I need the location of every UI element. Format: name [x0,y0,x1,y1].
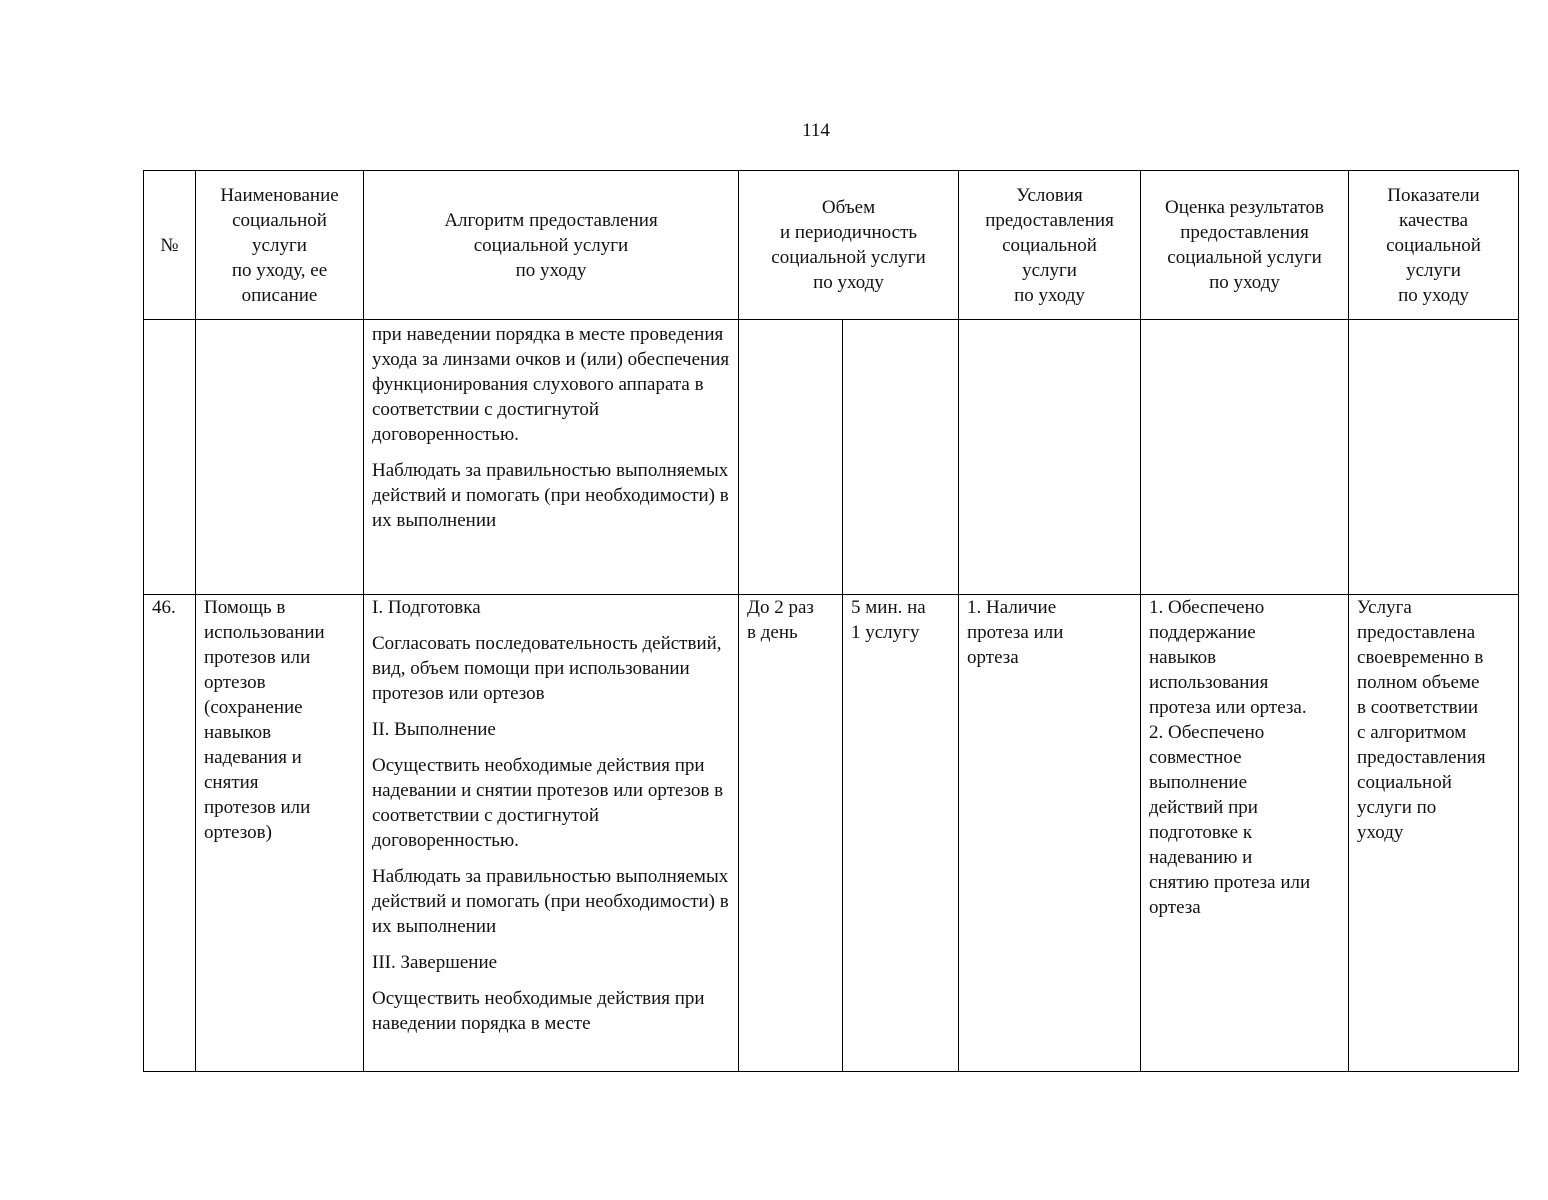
algorithm-paragraph: при наведении порядка в месте проведения ухода за линзами очков и (или) обеспечения функционирования слухового аппарата в соответствии с достигнутой договоренностью. [372,324,730,445]
page-number: 114 [802,120,830,141]
cell-name-empty [196,320,364,595]
cell-num: 46. [144,595,196,1072]
header-algorithm: Алгоритм предоставления социальной услуги по уходу [364,171,739,320]
cell-quality: Услуга предоставлена своевременно в полном объеме в соответствии с алгоритмом предоставления социальной услуги по уходу [1349,595,1519,1072]
algorithm-paragraph: Наблюдать за правильностью выполняемых действий и помогать (при необходимости) в их выполнении [372,866,729,937]
table-row-continued [144,320,1519,595]
cell-quality-empty [1349,320,1519,595]
care-services-table [143,170,1519,1072]
cell-conditions: 1. Наличие протеза или ортеза [959,595,1141,1072]
cell-volume-frequency: До 2 раз в день [739,595,843,1072]
algorithm-paragraph: Наблюдать за правильностью выполняемых действий и помогать (при необходимости) в их выполнении [372,460,729,531]
table-header-row [144,171,1519,320]
header-volume: Объем и периодичность социальной услуги по уходу [739,171,959,320]
header-num: № [144,171,196,320]
cell-evaluation: 1. Обеспечено поддержание навыков использования протеза или ортеза. 2. Обеспечено совместное выполнение действий при подготовке к надеванию и снятию протеза или ортеза [1141,595,1349,1072]
algorithm-step-heading: II. Выполнение [372,719,496,740]
algorithm-paragraph: Осуществить необходимые действия при наведении порядка в месте [372,988,705,1034]
algorithm-step-heading: I. Подготовка [372,597,481,618]
algorithm-step-heading: III. Завершение [372,952,498,973]
table-row-46 [144,595,1519,1072]
cell-algorithm [364,595,739,1072]
cell-evaluation-empty [1141,320,1349,595]
header-evaluation: Оценка результатов предоставления социальной услуги по уходу [1141,171,1349,320]
cell-volume-frequency-empty [739,320,843,595]
cell-volume-time-empty [843,320,959,595]
cell-volume-time: 5 мин. на 1 услугу [843,595,959,1072]
cell-service-name: Помощь в использовании протезов или ортезов (сохранение навыков надевания и снятия протезов или ортезов) [196,595,364,1072]
header-name: Наименование социальной услуги по уходу, ее описание [196,171,364,320]
cell-conditions-empty [959,320,1141,595]
header-conditions: Условия предоставления социальной услуги по уходу [959,171,1141,320]
cell-algorithm-continued [364,320,739,595]
algorithm-paragraph: Согласовать последовательность действий, вид, объем помощи при использовании протезов или ортезов [372,633,722,704]
header-quality: Показатели качества социальной услуги по уходу [1349,171,1519,320]
algorithm-paragraph: Осуществить необходимые действия при надевании и снятии протезов или ортезов в соответствии с достигнутой договоренностью. [372,755,724,851]
cell-num-empty [144,320,196,595]
